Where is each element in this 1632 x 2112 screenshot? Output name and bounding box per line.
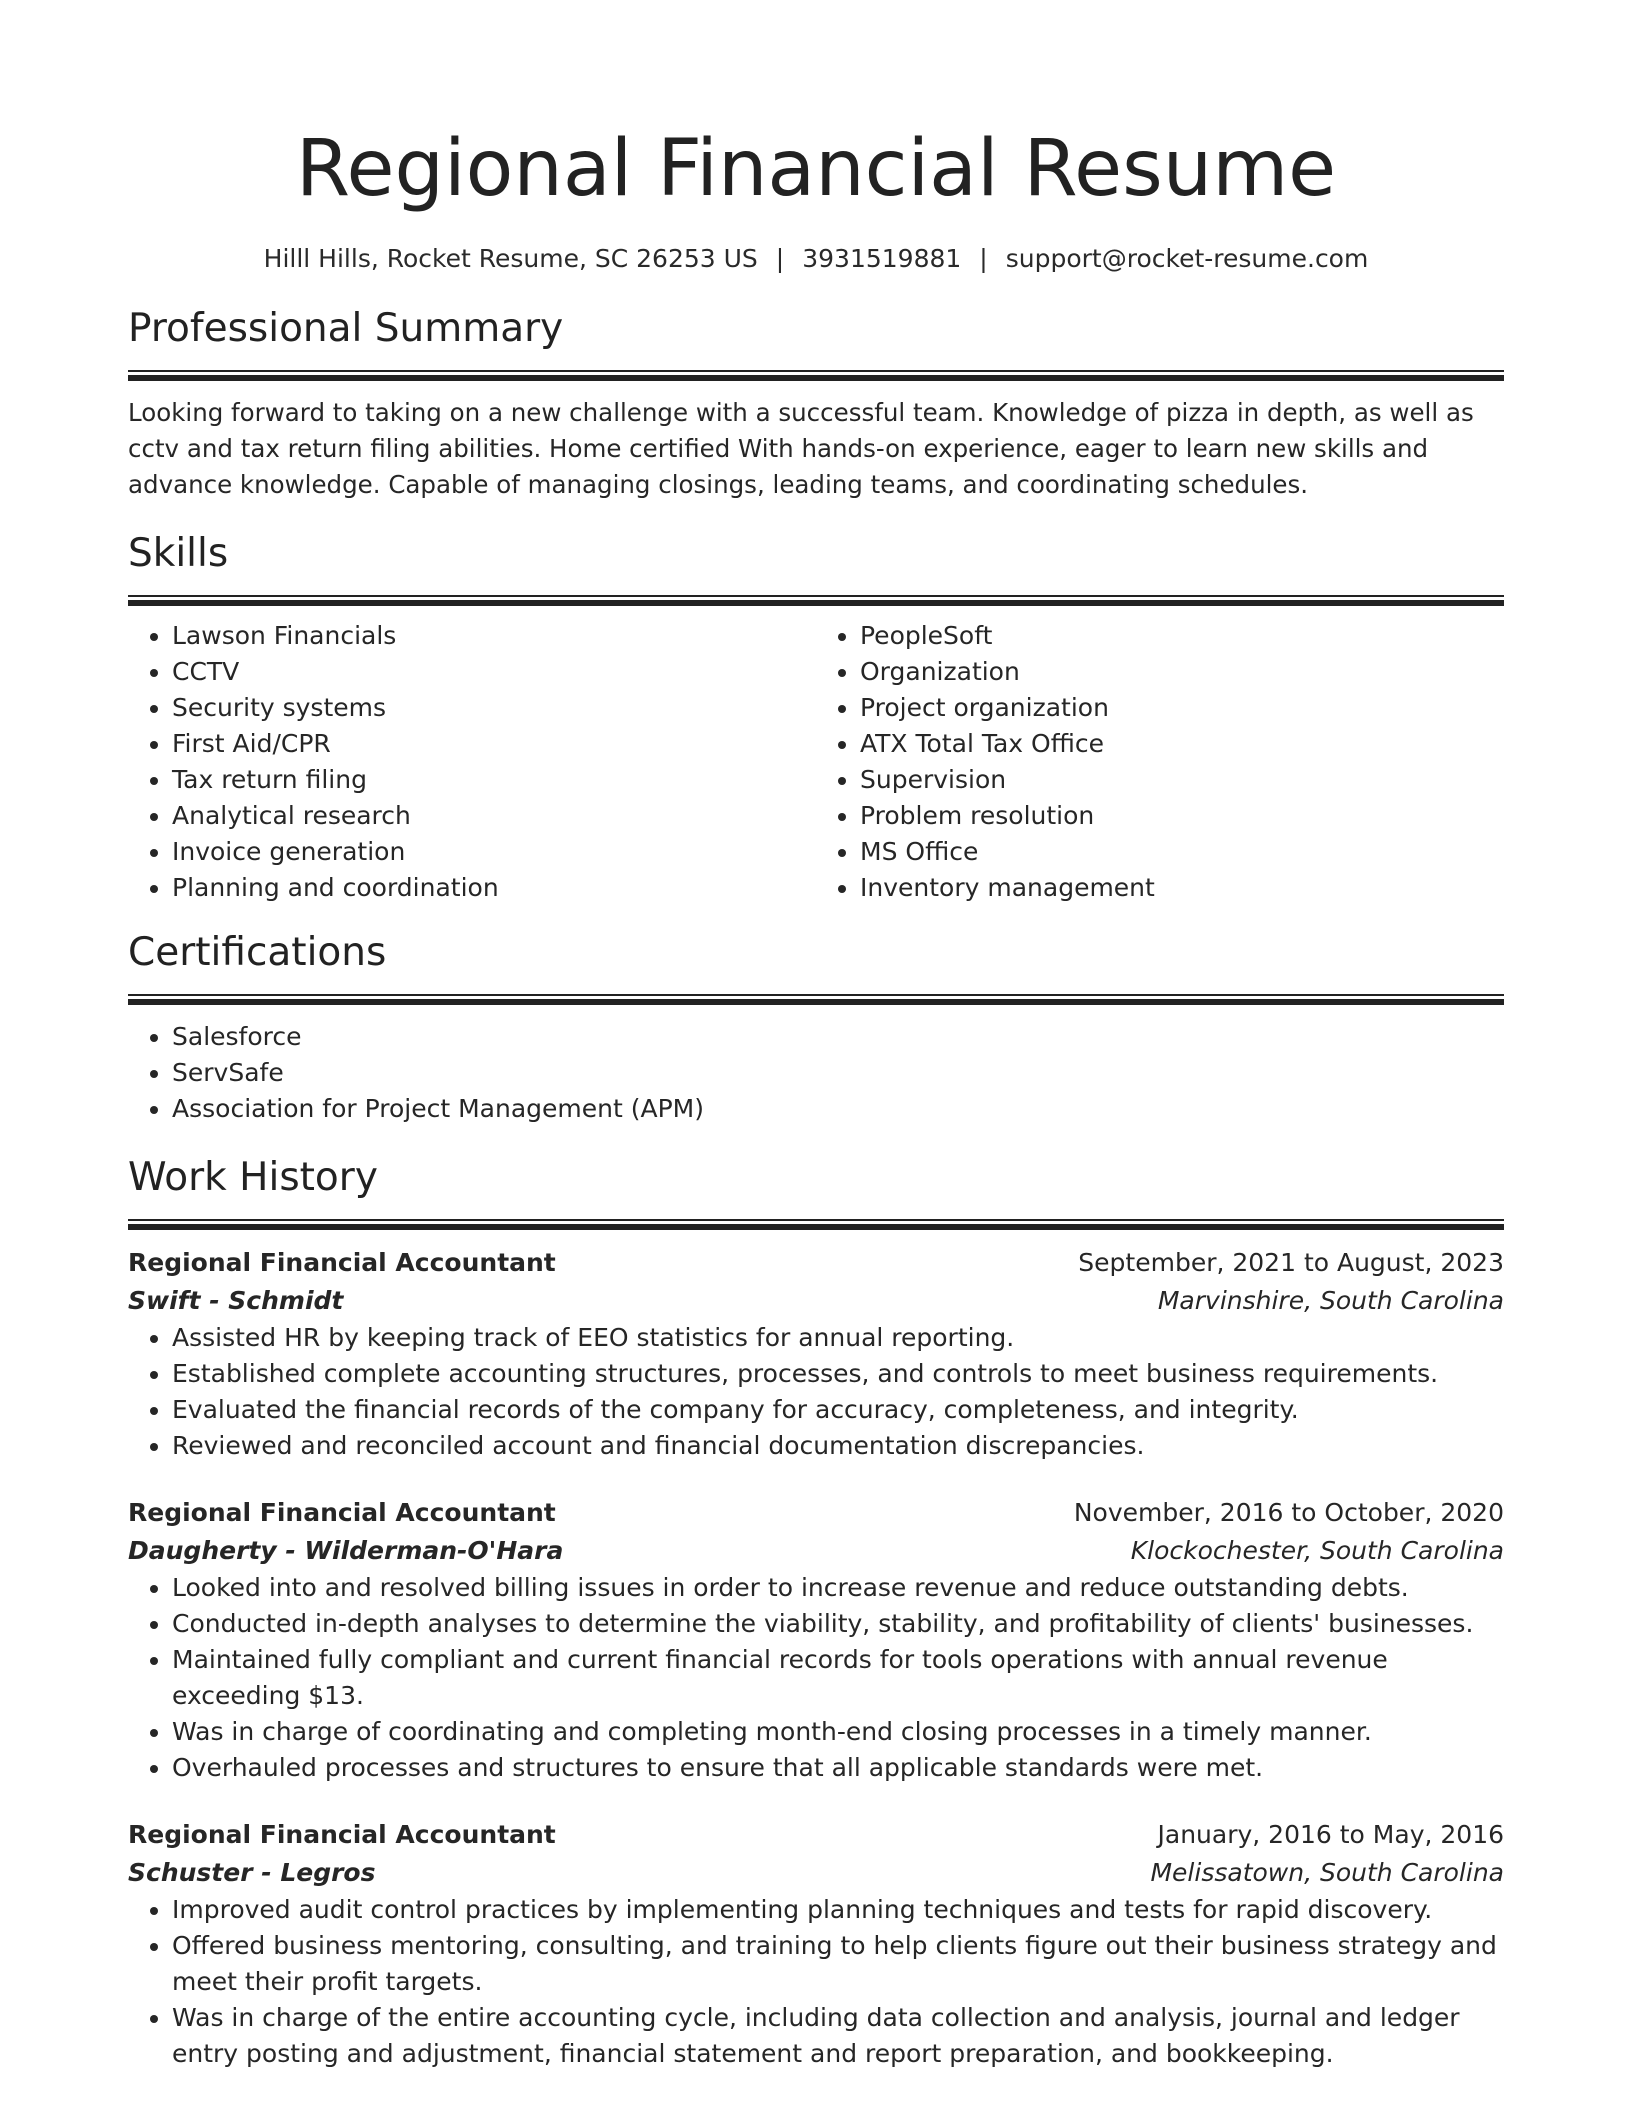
skills-title: Skills: [128, 531, 229, 576]
skill-item: • Inventory management: [860, 870, 1504, 906]
skill-item: • CCTV: [172, 654, 816, 690]
job-entry: [128, 1244, 1504, 1464]
job-company: Swift - Schmidt: [128, 1286, 344, 1315]
summary-title: Professional Summary: [128, 306, 564, 351]
job-header: [128, 1244, 1504, 1282]
job-location: Marvinshire, South Carolina: [1157, 1286, 1504, 1315]
skill-item: • Planning and coordination: [172, 870, 816, 906]
skill-item: • Tax return filing: [172, 762, 816, 798]
skill-item: • First Aid/CPR: [172, 726, 816, 762]
section-divider: [128, 1219, 1504, 1230]
resume-name: Regional Financial Resume: [295, 124, 1337, 214]
skill-item: • Organization: [860, 654, 1504, 690]
job-dates: November, 2016 to October, 2020: [1073, 1498, 1504, 1527]
job-company: Schuster - Legros: [128, 1858, 376, 1887]
contact-email: support@rocket-resume.com: [1005, 244, 1369, 273]
section-divider: [128, 595, 1504, 606]
certifications-list: [128, 1019, 1504, 1127]
job-subheader: [128, 1532, 1504, 1570]
job-subheader: [128, 1282, 1504, 1320]
certification-item: • ServSafe: [172, 1055, 1504, 1091]
job-title: Regional Financial Accountant: [128, 1498, 556, 1527]
job-header: [128, 1494, 1504, 1532]
skills-list-right: [816, 618, 1504, 906]
skills-grid: [128, 618, 1504, 906]
skill-item: • Project organization: [860, 690, 1504, 726]
certifications-title: Certifications: [128, 930, 387, 975]
certification-item: • Association for Project Management (APM): [172, 1091, 1504, 1127]
job-company: Daugherty - Wilderman-O'Hara: [128, 1536, 564, 1565]
certification-item: • Salesforce: [172, 1019, 1504, 1055]
job-title: Regional Financial Accountant: [128, 1248, 556, 1277]
job-bullet: • Was in charge of the entire accounting cycle, including data collection and analysis, journal and ledger entry posting and adjustment, financial statement and report preparation, and bookkeeping.: [172, 2000, 1504, 2072]
job-header: [128, 1816, 1504, 1854]
job-bullet: • Improved audit control practices by implementing planning techniques and tests for rapid discovery.: [172, 1892, 1504, 1928]
summary-section: [128, 304, 1504, 503]
summary-text: Looking forward to taking on a new challenge with a successful team. Knowledge of pizza in depth, as well as cctv and tax return filing abilities. Home certified With hands-on experience, eager to learn new skills and advance knowledge. Capable of managing closings, leading teams, and coordinating schedules.: [128, 398, 1474, 499]
contact-line: [128, 242, 1504, 276]
skills-section: [128, 529, 1504, 906]
skill-item: • Problem resolution: [860, 798, 1504, 834]
skill-item: • Supervision: [860, 762, 1504, 798]
job-bullet: • Reviewed and reconciled account and financial documentation discrepancies.: [172, 1428, 1504, 1464]
section-divider: [128, 370, 1504, 381]
skill-item: • Lawson Financials: [172, 618, 816, 654]
job-bullet: • Offered business mentoring, consulting, and training to help clients figure out their business strategy and meet their profit targets.: [172, 1928, 1504, 2000]
job-bullet: • Assisted HR by keeping track of EEO statistics for annual reporting.: [172, 1320, 1504, 1356]
job-dates: September, 2021 to August, 2023: [1078, 1248, 1504, 1277]
job-bullet: • Conducted in-depth analyses to determine the viability, stability, and profitability of clients' businesses.: [172, 1606, 1504, 1642]
job-bullets: [128, 1320, 1504, 1464]
skill-item: • ATX Total Tax Office: [860, 726, 1504, 762]
job-bullet: • Looked into and resolved billing issues in order to increase revenue and reduce outstanding debts.: [172, 1570, 1504, 1606]
job-bullet: • Was in charge of coordinating and completing month-end closing processes in a timely manner.: [172, 1714, 1504, 1750]
work-history-section: [128, 1153, 1504, 2072]
skill-item: • Analytical research: [172, 798, 816, 834]
job-bullet: • Evaluated the financial records of the company for accuracy, completeness, and integrity.: [172, 1392, 1504, 1428]
skill-item: • MS Office: [860, 834, 1504, 870]
certifications-section: [128, 928, 1504, 1127]
job-bullets: [128, 1892, 1504, 2072]
contact-phone: 3931519881: [802, 244, 962, 273]
job-location: Melissatown, South Carolina: [1150, 1858, 1504, 1887]
job-dates: January, 2016 to May, 2016: [1157, 1820, 1504, 1849]
section-divider: [128, 994, 1504, 1005]
job-bullets: [128, 1570, 1504, 1786]
skill-item: • PeopleSoft: [860, 618, 1504, 654]
job-location: Klockochester, South Carolina: [1130, 1536, 1504, 1565]
skills-list-left: [128, 618, 816, 906]
job-entry: [128, 1816, 1504, 2072]
skill-item: • Security systems: [172, 690, 816, 726]
job-bullet: • Overhauled processes and structures to ensure that all applicable standards were met.: [172, 1750, 1504, 1786]
job-entry: [128, 1494, 1504, 1786]
contact-separator: |: [775, 244, 785, 273]
job-subheader: [128, 1854, 1504, 1892]
work-history-title: Work History: [128, 1155, 378, 1200]
job-bullet: • Maintained fully compliant and current financial records for tools operations with annual revenue exceeding $13.: [172, 1642, 1504, 1714]
skill-item: • Invoice generation: [172, 834, 816, 870]
job-title: Regional Financial Accountant: [128, 1820, 556, 1849]
contact-address: Hilll Hills, Rocket Resume, SC 26253 US: [263, 244, 758, 273]
contact-separator: |: [979, 244, 988, 273]
job-bullet: • Established complete accounting structures, processes, and controls to meet business requirements.: [172, 1356, 1504, 1392]
